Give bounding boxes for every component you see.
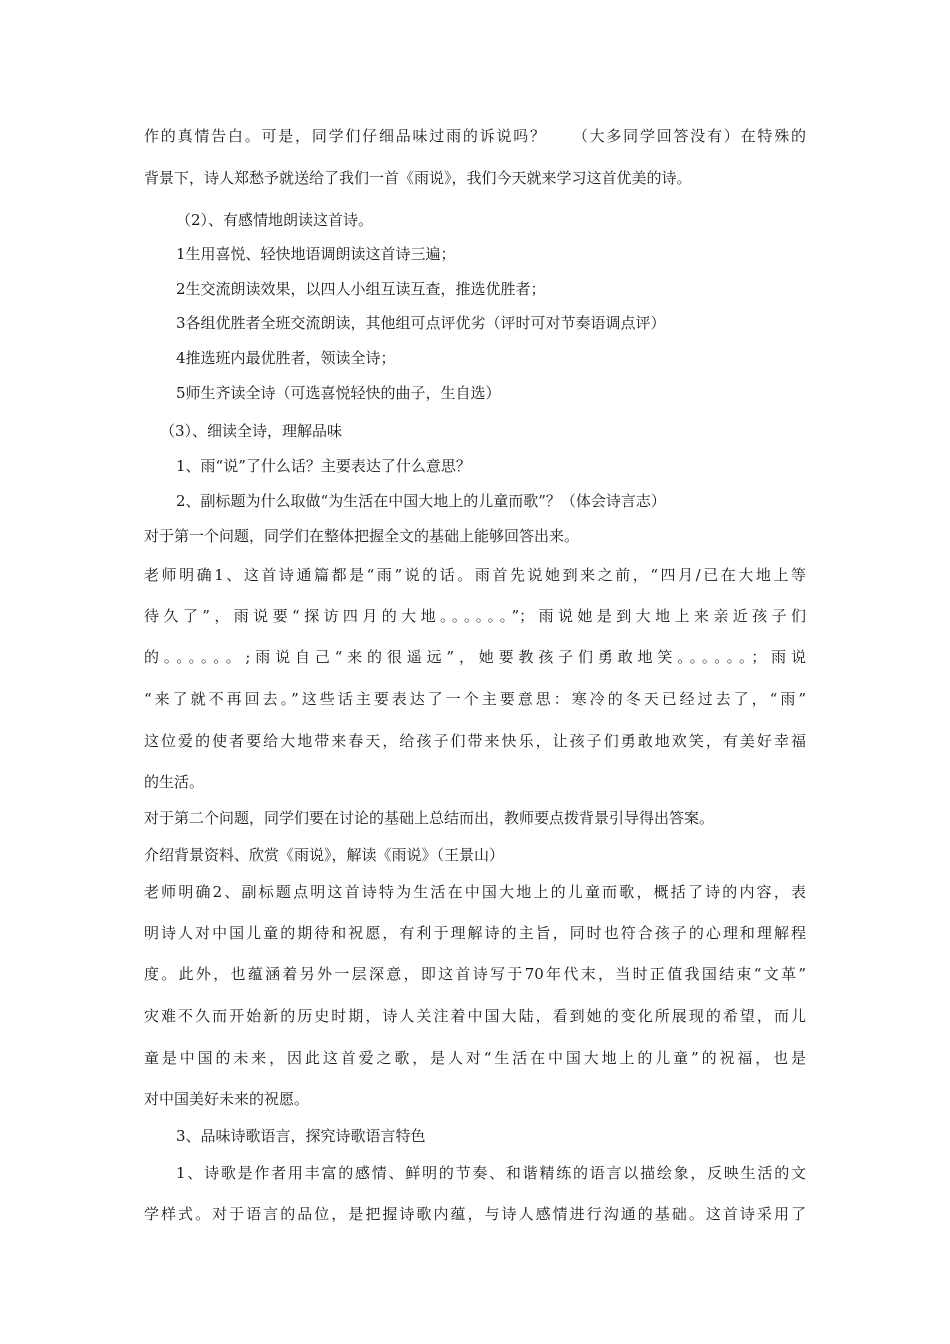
text-line: 对于第二个问题，同学们要在讨论的基础上总结而出，教师要点拨背景引导得出答案。 [144, 809, 715, 827]
text-line: 学样式。对于语言的品位，是把握诗歌内蕴，与诗人感情进行沟通的基础。这首诗采用了 [144, 1205, 806, 1223]
text-line: 5师生齐读全诗（可选喜悦轻快的曲子，生自选） [176, 384, 501, 402]
text-line: 的。。。。。。;雨说自己“来的很遥远”，她要教孩子们勇敢地笑。。。。。。；雨说 [144, 648, 806, 666]
text-line: 的生活。 [144, 773, 205, 791]
text-line: 童是中国的未来，因此这首爱之歌，是人对“生活在中国大地上的儿童”的祝福，也是 [144, 1049, 806, 1067]
text-line: 1、雨“说”了什么话？主要表达了什么意思？ [176, 457, 471, 475]
text-line: （3）、细读全诗，理解品味 [160, 422, 343, 440]
text-line: 对中国美好未来的祝愿。 [144, 1090, 310, 1108]
text-line: 2生交流朗读效果，以四人小组互读互查，推选优胜者； [176, 280, 546, 298]
text-line: 介绍背景资料、欣赏《雨说》，解读《雨说》（王景山） [144, 846, 505, 864]
text-line: （2）、有感情地朗读这首诗。 [176, 211, 374, 229]
text-line: 4推选班内最优胜者，领读全诗； [176, 349, 396, 367]
text-line: 3、品味诗歌语言，探究诗歌语言特色 [176, 1127, 426, 1145]
text-line: 对于第一个问题，同学们在整体把握全文的基础上能够回答出来。 [144, 527, 580, 545]
text-line: 老师明确2、副标题点明这首诗特为生活在中国大地上的儿童而歌，概括了诗的内容，表 [144, 883, 806, 901]
text-line: 明诗人对中国儿童的期待和祝愿，有利于理解诗的主旨，同时也符合孩子的心理和理解程 [144, 924, 806, 942]
text-line: 这位爱的使者要给大地带来春天，给孩子们带来快乐，让孩子们勇敢地欢笑，有美好幸福 [144, 732, 806, 750]
text-line: 背景下，诗人郑愁予就送给了我们一首《雨说》，我们今天就来学习这首优美的诗。 [144, 169, 692, 187]
text-line: “来了就不再回去。”这些话主要表达了一个主要意思：寒冷的冬天已经过去了，“雨” [144, 690, 806, 708]
text-line: 2、副标题为什么取做“为生活在中国大地上的儿童而歌”？（体会诗言志） [176, 492, 666, 510]
text-line: 1生用喜悦、轻快地语调朗读这首诗三遍； [176, 245, 456, 263]
text-line: 灾难不久而开始新的历史时期，诗人关注着中国大陆，看到她的变化所展现的希望，而儿 [144, 1007, 806, 1025]
text-line: 老师明确1、这首诗通篇都是“雨”说的话。雨首先说她到来之前，“四月/已在大地上等 [144, 566, 806, 584]
text-line: 1、诗歌是作者用丰富的感情、鲜明的节奏、和谐精练的语言以描绘象，反映生活的文 [176, 1164, 806, 1182]
text-line: 度。此外，也蕴涵着另外一层深意，即这首诗写于70年代末，当时正值我国结束“文革” [144, 965, 806, 983]
text-line: 3各组优胜者全班交流朗读，其他组可点评优劣（评时可对节奏语调点评） [176, 314, 666, 332]
text-line: 待久了”，雨说要“探访四月的大地。。。。。。”；雨说她是到大地上来亲近孩子们 [144, 607, 806, 625]
text-line: 作的真情告白。可是，同学们仔细品味过雨的诉说吗？ （大多同学回答没有）在特殊的 [144, 127, 806, 145]
